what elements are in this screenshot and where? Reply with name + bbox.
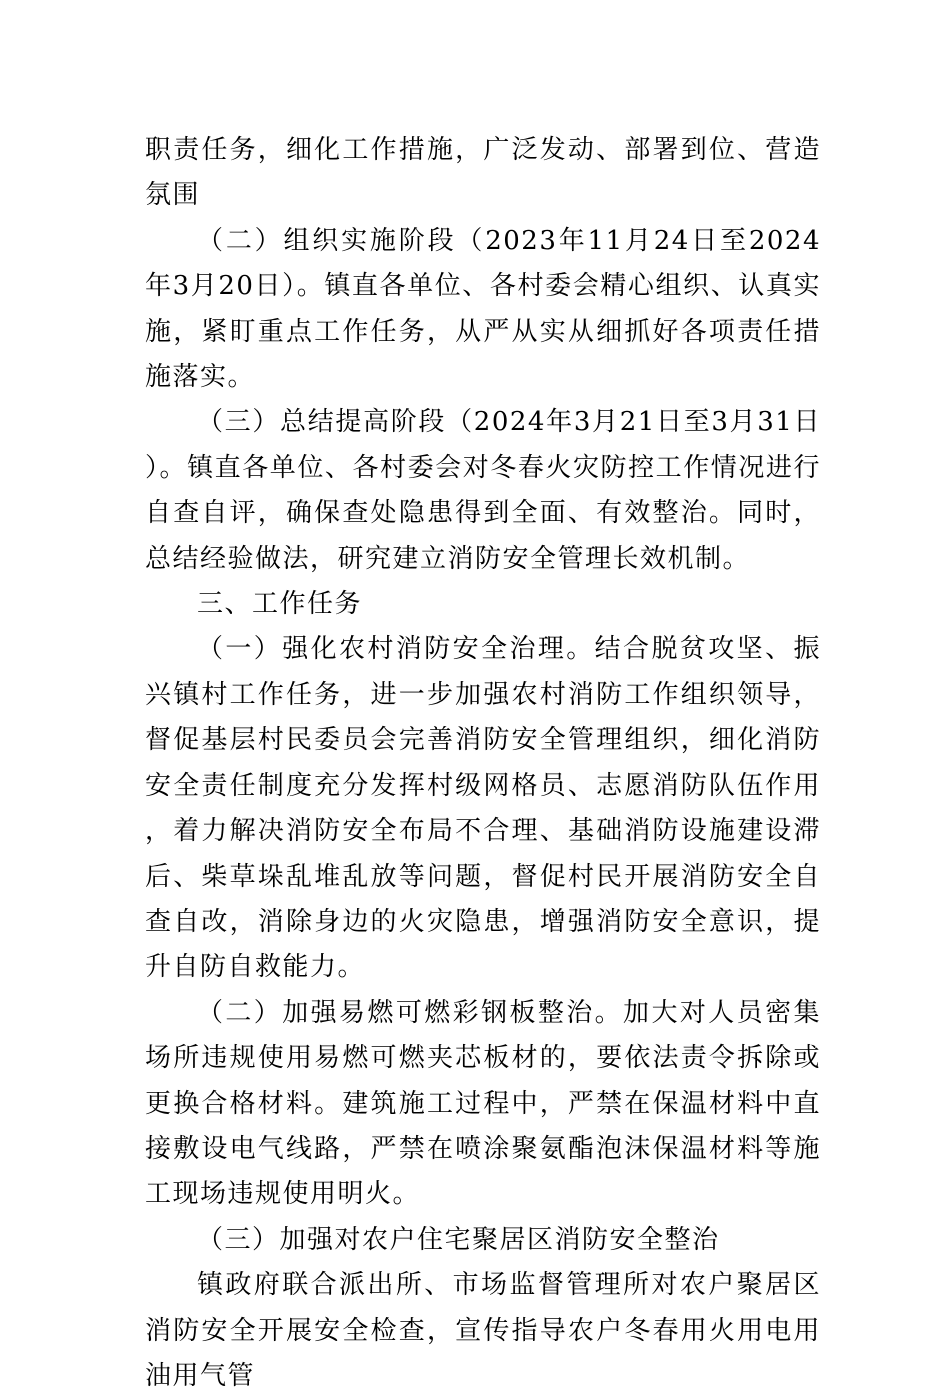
paragraph-implementation-phase: （二）组织实施阶段（2023年11月24日至2024年3月20日）。镇直各单位、各村委会精心组织、认真实施，紧盯重点工作任务，从严从实从细抓好各项责任措施落实。 xyxy=(145,225,821,393)
paragraph-joint-inspection: 镇政府联合派出所、市场监督管理所对农户聚居区消防安全开展安全检查，宣传指导农户冬春用火用电用油用气管 xyxy=(145,1270,821,1391)
paragraph-rural-fire-safety: （一）强化农村消防安全治理。结合脱贫攻坚、振兴镇村工作任务，进一步加强农村消防工作组织领导，督促基层村民委员会完善消防安全管理组织，细化消防安全责任制度充分发挥村级网格员、志愿消防队伍作用，着力解决消防安全布局不合理、基础消防设施建设滞后、柴草垛乱堆乱放等问题，督促村民开展消防安全自查自改，消除身边的火灾隐患，增强消防安全意识，提升自防自救能力。 xyxy=(145,634,821,983)
paragraph-responsibilities: 职责任务，细化工作措施，广泛发动、部署到位、营造氛围 xyxy=(145,135,821,211)
section-heading-tasks: 三、工作任务 xyxy=(197,589,363,620)
paragraph-summary-phase: （三）总结提高阶段（2024年3月21日至3月31日）。镇直各单位、各村委会对冬春火灾防控工作情况进行自查自评，确保查处隐患得到全面、有效整治。同时，总结经验做法，研究建立消防安全管理长效机制。 xyxy=(145,407,821,574)
document-body xyxy=(145,128,821,1399)
paragraph-residential-area-heading: （三）加强对农户住宅聚居区消防安全整治 xyxy=(197,1224,720,1255)
paragraph-steel-panel-rectification: （二）加强易燃可燃彩钢板整治。加大对人员密集场所违规使用易燃可燃夹芯板材的，要依法责令拆除或更换合格材料。建筑施工过程中，严禁在保温材料中直接敷设电气线路，严禁在喷涂聚氨酯泡沫保温材料等施工现场违规使用明火。 xyxy=(145,997,821,1210)
